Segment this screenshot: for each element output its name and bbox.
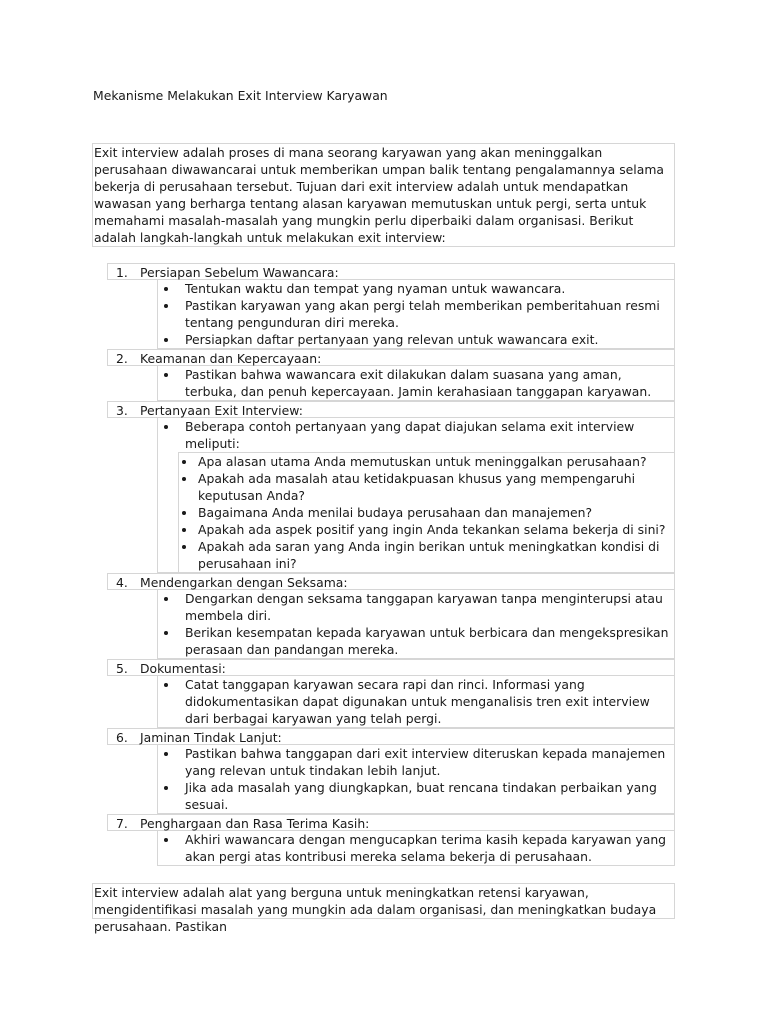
question-item: Apakah ada masalah atau ketidakpuasan khusus yang mempengaruhi keputusan Anda?: [179, 470, 674, 504]
step-number: 7.: [116, 816, 128, 831]
step-number: 3.: [116, 403, 128, 418]
question-item: Bagaimana Anda menilai budaya perusahaan dan manajemen?: [179, 504, 674, 521]
step-body: [157, 280, 675, 349]
bullet-item: [158, 418, 674, 452]
step-title: Persiapan Sebelum Wawancara:: [140, 265, 339, 280]
bullet-list: [158, 745, 674, 813]
steps-list: [107, 263, 675, 866]
closing-text: Exit interview adalah alat yang berguna untuk meningkatkan retensi karyawan, mengidentifikasi masalah yang mungkin ada dalam organisasi, dan meningkatkan budaya perusahaan. Pastikan: [94, 885, 657, 934]
step-body: [157, 590, 675, 659]
step-title: Mendengarkan dengan Seksama:: [140, 575, 348, 590]
step-heading: [107, 659, 675, 676]
step-number: 2.: [116, 351, 128, 366]
question-item: Apa alasan utama Anda memutuskan untuk meninggalkan perusahaan?: [179, 453, 674, 470]
step-body: [157, 676, 675, 728]
step-item: [107, 728, 675, 814]
bullet-item: Pastikan karyawan yang akan pergi telah memberikan pemberitahuan resmi tentang pengunduran diri mereka.: [158, 297, 674, 331]
step-title: Penghargaan dan Rasa Terima Kasih:: [140, 816, 370, 831]
step-item: [107, 659, 675, 728]
bullet-item: Dengarkan dengan seksama tanggapan karyawan tanpa menginterupsi atau membela diri.: [158, 590, 674, 624]
step-title: Jaminan Tindak Lanjut:: [140, 730, 282, 745]
step-title: Pertanyaan Exit Interview:: [140, 403, 303, 418]
bullet-item: Akhiri wawancara dengan mengucapkan terima kasih kepada karyawan yang akan pergi atas kontribusi mereka selama bekerja di perusahaan.: [158, 831, 674, 865]
step-heading: [107, 814, 675, 831]
bullet-item: Persiapkan daftar pertanyaan yang relevan untuk wawancara exit.: [158, 331, 674, 348]
bullet-item: Jika ada masalah yang diungkapkan, buat rencana tindakan perbaikan yang sesuai.: [158, 779, 674, 813]
step-title: Keamanan dan Kepercayaan:: [140, 351, 322, 366]
step-number: 5.: [116, 661, 128, 676]
step-title: Dokumentasi:: [140, 661, 226, 676]
step-item: [107, 814, 675, 866]
bullet-list: [158, 418, 674, 452]
step-heading: [107, 728, 675, 745]
bullet-item: Tentukan waktu dan tempat yang nyaman untuk wawancara.: [158, 280, 674, 297]
step-item: [107, 573, 675, 659]
intro-text: Exit interview adalah proses di mana seorang karyawan yang akan meninggalkan perusahaan diwawancarai untuk memberikan umpan balik tentang pengalamannya selama bekerja di perusahaan tersebut. Tujuan dari exit interview adalah untuk mendapatkan wawasan yang berharga tentang alasan karyawan memutuskan untuk pergi, serta untuk memahami masalah-masalah yang mungkin perlu diperbaiki dalam organisasi. Berikut adalah langkah-langkah untuk melakukan exit interview:: [94, 145, 664, 245]
step-number: 1.: [116, 265, 128, 280]
question-item: Apakah ada aspek positif yang ingin Anda tekankan selama bekerja di sini?: [179, 521, 674, 538]
step-body: [157, 745, 675, 814]
document-title: Mekanisme Melakukan Exit Interview Karyawan: [93, 88, 388, 103]
bullet-item: Pastikan bahwa wawancara exit dilakukan dalam suasana yang aman, terbuka, dan penuh kepercayaan. Jamin kerahasiaan tanggapan karyawan.: [158, 366, 674, 400]
step-heading: [107, 401, 675, 418]
step-number: 6.: [116, 730, 128, 745]
bullet-list: [158, 366, 674, 400]
intro-paragraph: [92, 143, 675, 247]
step-item: [107, 349, 675, 401]
closing-paragraph: [92, 883, 675, 934]
step-item: [107, 263, 675, 349]
step-number: 4.: [116, 575, 128, 590]
bullet-list: [158, 831, 674, 865]
bullet-list: [158, 280, 674, 348]
step-heading: [107, 349, 675, 366]
bullet-text: Beberapa contoh pertanyaan yang dapat diajukan selama exit interview meliputi:: [185, 419, 635, 451]
step-item: [107, 401, 675, 573]
bullet-list: [158, 590, 674, 658]
step-body: [157, 366, 675, 401]
step-heading: [107, 573, 675, 590]
bullet-list: [158, 676, 674, 727]
step-body: [157, 831, 675, 866]
question-item: Apakah ada saran yang Anda ingin berikan untuk meningkatkan kondisi di perusahaan ini?: [179, 538, 674, 572]
question-list: [178, 452, 674, 572]
bullet-item: Berikan kesempatan kepada karyawan untuk berbicara dan mengekspresikan perasaan dan pandangan mereka.: [158, 624, 674, 658]
step-heading: [107, 263, 675, 280]
bullet-item: Pastikan bahwa tanggapan dari exit interview diteruskan kepada manajemen yang relevan untuk tindakan lebih lanjut.: [158, 745, 674, 779]
bullet-item: Catat tanggapan karyawan secara rapi dan rinci. Informasi yang didokumentasikan dapat digunakan untuk menganalisis tren exit interview dari berbagai karyawan yang telah pergi.: [158, 676, 674, 727]
step-body: [157, 418, 675, 573]
